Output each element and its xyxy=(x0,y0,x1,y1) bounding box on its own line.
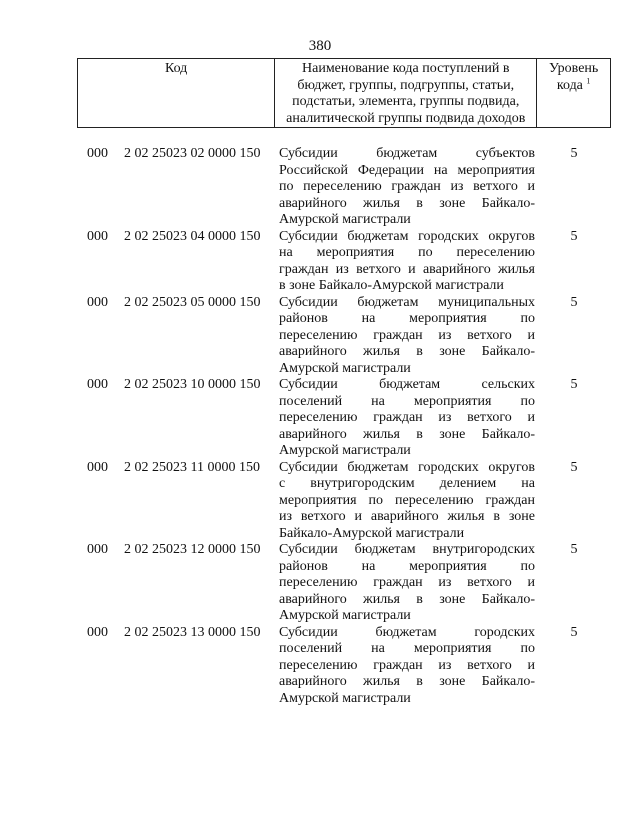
revenue-code: 2 02 25023 11 0000 150 xyxy=(124,459,260,475)
table-header xyxy=(77,58,611,128)
revenue-name-line: переселению граждан из ветхого и xyxy=(279,327,535,343)
revenue-name-line: Субсидии бюджетам сельских xyxy=(279,377,535,392)
revenue-name-line: Амурской магистрали xyxy=(279,212,411,227)
revenue-code: 2 02 25023 12 0000 150 xyxy=(124,542,261,557)
revenue-name xyxy=(279,625,535,708)
revenue-name-line: аварийного жилья в зоне Байкало- xyxy=(279,195,535,211)
admin-code: 000 xyxy=(87,542,108,557)
revenue-name-line: районов на мероприятия по xyxy=(279,558,535,574)
revenue-name-line: Амурской магистрали xyxy=(279,443,411,458)
table-row xyxy=(0,460,640,543)
revenue-name xyxy=(279,460,535,543)
header-name xyxy=(275,59,537,127)
table-row xyxy=(0,377,640,460)
revenue-name-line: с внутригородским делением на xyxy=(279,476,535,491)
level-code: 5 xyxy=(570,542,578,557)
table-row xyxy=(0,295,640,378)
revenue-name xyxy=(279,542,535,625)
header-code: Код xyxy=(78,59,275,127)
revenue-name-line: мероприятия по переселению граждан xyxy=(279,492,535,508)
revenue-name-line: районов на мероприятия по xyxy=(279,311,535,326)
table-row xyxy=(0,146,640,229)
revenue-name-line: аварийного жилья в зоне Байкало- xyxy=(279,344,535,359)
revenue-name-line: переселению граждан из ветхого и xyxy=(279,575,535,590)
admin-code: 000 xyxy=(87,228,108,244)
revenue-name-line: аварийного жилья в зоне Байкало- xyxy=(279,426,535,442)
revenue-name-line: Байкало-Амурской магистрали xyxy=(279,525,465,541)
level-code: 5 xyxy=(570,146,578,161)
table-row xyxy=(0,542,640,625)
revenue-name-line: Субсидии бюджетам внутригородских xyxy=(279,542,535,557)
revenue-name xyxy=(279,146,535,229)
revenue-name-line: Субсидии бюджетам городских округов xyxy=(279,228,535,244)
revenue-code: 2 02 25023 02 0000 150 xyxy=(124,146,261,161)
revenue-name-line: аварийного жилья в зоне Байкало- xyxy=(279,591,535,607)
header-level-line: Уровень xyxy=(548,61,599,76)
revenue-code: 2 02 25023 10 0000 150 xyxy=(124,377,261,392)
table-row xyxy=(0,625,640,708)
revenue-name-line: граждан из ветхого и аварийного жилья xyxy=(279,261,535,277)
revenue-name-line: Субсидии бюджетам субъектов xyxy=(279,146,535,161)
revenue-code: 2 02 25023 04 0000 150 xyxy=(124,228,261,244)
header-level-text: кода xyxy=(556,77,583,93)
revenue-name-line: Амурской магистрали xyxy=(279,360,411,376)
revenue-name xyxy=(279,377,535,460)
revenue-name-line: на мероприятия по переселению xyxy=(279,245,535,260)
revenue-name-line: переселению граждан из ветхого и xyxy=(279,657,535,673)
header-level-line xyxy=(537,75,610,95)
header-name-line: Наименование кода поступлений в xyxy=(302,61,510,76)
admin-code: 000 xyxy=(87,146,108,161)
table-body xyxy=(0,146,640,707)
revenue-name-line: в зоне Байкало-Амурской магистрали xyxy=(279,278,504,293)
page-number: 380 xyxy=(308,38,332,54)
revenue-code: 2 02 25023 13 0000 150 xyxy=(124,624,261,640)
revenue-name-line: Субсидии бюджетам муниципальных xyxy=(279,294,535,310)
level-code: 5 xyxy=(570,294,578,310)
revenue-name-line: Амурской магистрали xyxy=(279,690,411,706)
revenue-name-line: поселений на мероприятия по xyxy=(279,641,535,656)
revenue-name-line: Субсидии бюджетам городских xyxy=(279,624,535,640)
revenue-name-line: переселению граждан из ветхого и xyxy=(279,410,535,425)
admin-code: 000 xyxy=(87,624,108,640)
revenue-name xyxy=(279,229,535,295)
header-name-line: бюджет, группы, подгруппы, статьи, xyxy=(297,77,515,93)
level-code: 5 xyxy=(570,377,578,392)
admin-code: 000 xyxy=(87,294,108,310)
table-row xyxy=(0,229,640,295)
admin-code: 000 xyxy=(87,377,108,392)
revenue-name-line: поселений на мероприятия по xyxy=(279,393,535,409)
revenue-name-line: Субсидии бюджетам городских округов xyxy=(279,459,535,475)
header-level xyxy=(537,59,610,127)
admin-code: 000 xyxy=(87,459,108,475)
header-name-line: подстатьи, элемента, группы подвида, xyxy=(292,94,520,109)
level-code: 5 xyxy=(570,459,578,475)
revenue-name-line: по переселению граждан из ветхого и xyxy=(279,179,535,194)
revenue-name-line: аварийного жилья в зоне Байкало- xyxy=(279,674,535,689)
revenue-name-line: Российской Федерации на мероприятия xyxy=(279,162,535,178)
revenue-name-line: из ветхого и аварийного жилья в зоне xyxy=(279,509,535,524)
revenue-name xyxy=(279,295,535,378)
revenue-code: 2 02 25023 05 0000 150 xyxy=(124,294,261,310)
header-name-line: аналитической группы подвида доходов xyxy=(286,110,526,126)
level-code: 5 xyxy=(570,228,578,244)
revenue-name-line: Амурской магистрали xyxy=(279,608,411,623)
level-code: 5 xyxy=(570,624,578,640)
footnote-marker: 1 xyxy=(586,75,591,85)
